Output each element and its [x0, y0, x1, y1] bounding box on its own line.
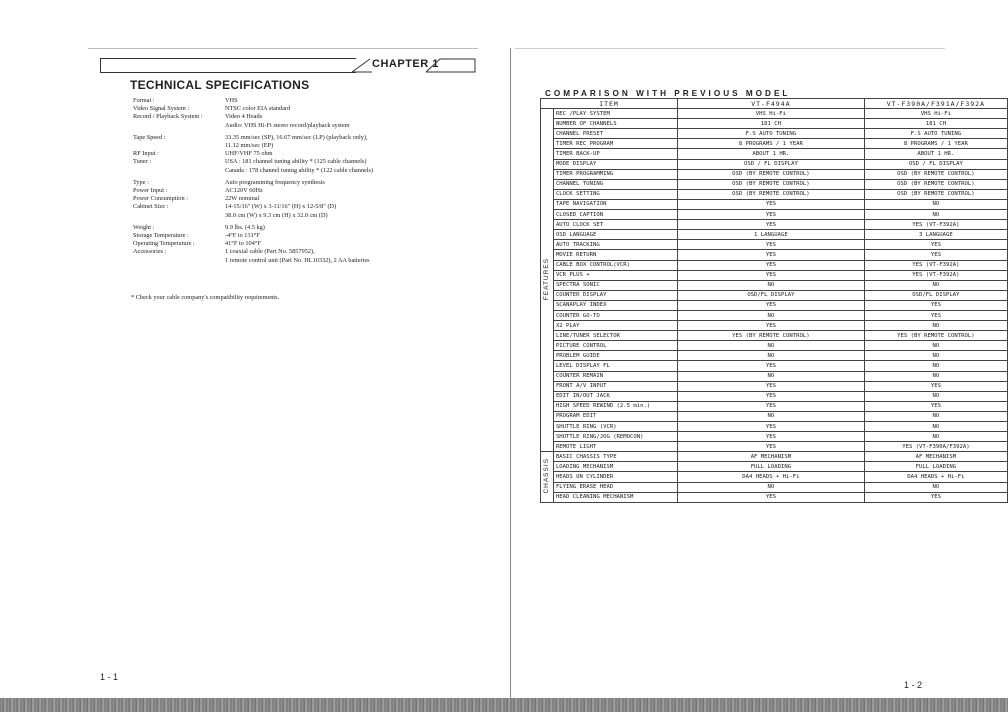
item-cell: BASIC CHASSIS TYPE	[553, 452, 677, 462]
group-cell	[541, 109, 554, 452]
spec-row	[133, 187, 433, 195]
table-row	[541, 401, 1008, 411]
spec-label: Accessories :	[133, 248, 167, 256]
item-cell: TIMER BACK-UP	[553, 149, 677, 159]
model-b-cell: YES	[864, 240, 1007, 250]
table-row	[541, 432, 1008, 442]
spec-label: Power Consumption :	[133, 195, 188, 203]
model-b-cell: YES	[864, 401, 1007, 411]
item-cell: TIMER PROGRAMMING	[553, 169, 677, 179]
spec-value: USA : 181 channel tuning ability * (125 cable channels)	[225, 158, 367, 166]
table-row	[541, 462, 1008, 472]
spec-row	[133, 240, 433, 248]
item-cell: HEAD CLEANING MECHANISM	[553, 492, 677, 502]
table-row	[541, 321, 1008, 331]
scan-edge-strip	[0, 698, 1008, 712]
chapter-slant-decoration	[352, 58, 372, 73]
table-row	[541, 119, 1008, 129]
model-a-cell: YES (BY REMOTE CONTROL)	[678, 331, 865, 341]
model-a-cell: 181 CH	[678, 119, 865, 129]
item-cell: LINE/TUNER SELECTOR	[553, 331, 677, 341]
item-cell: REC /PLAY SYSTEM	[553, 109, 677, 119]
table-row	[541, 270, 1008, 280]
model-a-cell: OSD/FL DISPLAY	[678, 290, 865, 300]
model-b-cell: NO	[864, 432, 1007, 442]
model-a-cell: YES	[678, 401, 865, 411]
model-a-cell: YES	[678, 300, 865, 310]
page-number-left: 1 - 1	[100, 672, 119, 682]
top-rule	[88, 48, 478, 49]
table-row	[541, 210, 1008, 220]
model-b-cell: FULL LOADING	[864, 462, 1007, 472]
spec-row	[133, 195, 433, 203]
item-cell: COUNTER GO-TO	[553, 310, 677, 320]
table-row	[541, 452, 1008, 462]
page-spine	[510, 48, 511, 708]
model-a-cell: NO	[678, 280, 865, 290]
spec-row	[133, 248, 433, 256]
model-b-cell: NO	[864, 341, 1007, 351]
model-a-cell: NO	[678, 310, 865, 320]
table-row	[541, 179, 1008, 189]
model-b-cell: NO	[864, 422, 1007, 432]
item-cell: CABLE BOX CONTROL(VCR)	[553, 260, 677, 270]
item-cell: VCR PLUS +	[553, 270, 677, 280]
model-b-cell: NO	[864, 199, 1007, 209]
spec-row	[133, 158, 433, 166]
spec-value: UHF/VHF 75 ohm	[225, 150, 273, 158]
spec-label: Video Signal System :	[133, 105, 190, 113]
model-a-cell: OSD (BY REMOTE CONTROL)	[678, 189, 865, 199]
spec-label: Power Input :	[133, 187, 168, 195]
page-title: TECHNICAL SPECIFICATIONS	[130, 78, 310, 92]
table-row	[541, 341, 1008, 351]
model-b-cell: YES	[864, 381, 1007, 391]
header-item: ITEM	[541, 99, 678, 109]
table-header-row	[541, 99, 1008, 109]
table-row	[541, 310, 1008, 320]
table-row	[541, 129, 1008, 139]
model-a-cell: 1 LANGUAGE	[678, 230, 865, 240]
spec-row	[133, 150, 433, 158]
item-cell: MODE DISPLAY	[553, 159, 677, 169]
model-a-cell: YES	[678, 260, 865, 270]
spec-label: Record / Playback System :	[133, 113, 203, 121]
item-cell: EDIT IN/OUT JACK	[553, 391, 677, 401]
item-cell: HIGH SPEED REWIND (2.5 min.)	[553, 401, 677, 411]
model-b-cell: YES (VT-F392A)	[864, 260, 1007, 270]
item-cell: X2 PLAY	[553, 321, 677, 331]
table-row	[541, 109, 1008, 119]
table-row	[541, 149, 1008, 159]
item-cell: CLOCK SETTING	[553, 189, 677, 199]
model-a-cell: YES	[678, 210, 865, 220]
table-row	[541, 240, 1008, 250]
table-row	[541, 280, 1008, 290]
spec-row: Canada : 178 channel tuning ability * (122 cable channels)	[225, 166, 374, 174]
model-b-cell: YES	[864, 492, 1007, 502]
spec-row: 38.0 cm (W) x 9.3 cm (H) x 32.0 cm (D)	[225, 211, 328, 219]
model-b-cell: NO	[864, 280, 1007, 290]
table-row	[541, 189, 1008, 199]
model-b-cell: YES (VT-F392A)	[864, 270, 1007, 280]
model-b-cell: NO	[864, 210, 1007, 220]
spec-value: 22W nominal	[225, 195, 260, 203]
comparison-table	[540, 98, 1008, 503]
model-b-cell: OSD (BY REMOTE CONTROL)	[864, 189, 1007, 199]
spec-value: VHS	[225, 97, 238, 104]
table-row	[541, 472, 1008, 482]
chapter-box	[100, 58, 356, 73]
table-row	[541, 482, 1008, 492]
model-b-cell: VHS Hi-Fi	[864, 109, 1007, 119]
header-model-a: VT-F494A	[678, 99, 865, 109]
table-row	[541, 391, 1008, 401]
spec-row: 11.12 mm/sec (EP)	[225, 142, 274, 150]
item-cell: LEVEL DISPLAY FL	[553, 361, 677, 371]
model-b-cell: F.S AUTO TUNING	[864, 129, 1007, 139]
model-b-cell: YES (VT-F390A/F392A)	[864, 442, 1007, 452]
model-b-cell: OSD (BY REMOTE CONTROL)	[864, 169, 1007, 179]
item-cell: CHANNEL TUNING	[553, 179, 677, 189]
spec-row	[133, 224, 433, 232]
group-label: CHASSIS	[542, 457, 550, 494]
model-a-cell: OSD / FL DISPLAY	[678, 159, 865, 169]
table-row	[541, 169, 1008, 179]
spec-value: NTSC color EIA standard	[225, 105, 291, 113]
model-a-cell: YES	[678, 220, 865, 230]
item-cell: COUNTER REMAIN	[553, 371, 677, 381]
item-cell: MOVIE RETURN	[553, 250, 677, 260]
model-a-cell: YES	[678, 361, 865, 371]
model-b-cell: YES	[864, 310, 1007, 320]
model-a-cell: OSD (BY REMOTE CONTROL)	[678, 169, 865, 179]
model-a-cell: DA4 HEADS + Hi-Fi	[678, 472, 865, 482]
model-b-cell: 181 CH	[864, 119, 1007, 129]
spec-value: AC120V 60Hz	[225, 187, 263, 195]
model-a-cell: YES	[678, 492, 865, 502]
model-b-cell: NO	[864, 361, 1007, 371]
model-b-cell: YES (VT-F392A)	[864, 220, 1007, 230]
table-row	[541, 199, 1008, 209]
model-a-cell: NO	[678, 341, 865, 351]
spec-value: 14-15/16" (W) x 3-11/16" (H) x 12-5/8" (D)	[225, 203, 337, 211]
item-cell: PICTURE CONTROL	[553, 341, 677, 351]
model-b-cell: YES	[864, 250, 1007, 260]
spec-label: Format :	[133, 97, 155, 104]
spec-row	[133, 232, 433, 240]
table-row	[541, 159, 1008, 169]
top-rule-right	[515, 48, 945, 49]
model-a-cell: NO	[678, 411, 865, 421]
spec-row: Audio: VHS Hi-Fi stereo record/playback system	[225, 121, 350, 129]
spec-label: Tape Speed :	[133, 133, 166, 141]
model-b-cell: NO	[864, 482, 1007, 492]
model-b-cell: OSD/FL DISPLAY	[864, 290, 1007, 300]
model-b-cell: YES	[864, 300, 1007, 310]
spec-value: 9.9 lbs. (4.5 kg)	[225, 223, 265, 231]
item-cell: PROGRAM EDIT	[553, 411, 677, 421]
spec-row: 1 remote control unit (Part No. HL10332), 2 AA batteries	[225, 256, 370, 264]
model-b-cell: NO	[864, 351, 1007, 361]
model-a-cell: NO	[678, 371, 865, 381]
model-b-cell: NO	[864, 391, 1007, 401]
footnote: * Check your cable company's compatibility requirements.	[131, 294, 280, 301]
table-row	[541, 371, 1008, 381]
item-cell: SPECTRA SONIC	[553, 280, 677, 290]
model-a-cell: YES	[678, 250, 865, 260]
spec-value: Auto programming frequency synthesis	[225, 178, 325, 186]
table-row	[541, 139, 1008, 149]
item-cell: TIMER REC PROGRAM	[553, 139, 677, 149]
spec-label: Storage Temperature :	[133, 232, 189, 240]
model-a-cell: VHS Hi-Fi	[678, 109, 865, 119]
item-cell: CHANNEL PRESET	[553, 129, 677, 139]
spec-value: Video 4 Heads	[225, 113, 263, 121]
spec-row	[133, 179, 433, 187]
model-a-cell: FULL LOADING	[678, 462, 865, 472]
model-b-cell: OSD / FL DISPLAY	[864, 159, 1007, 169]
table-row	[541, 361, 1008, 371]
model-a-cell: F.S AUTO TUNING	[678, 129, 865, 139]
model-a-cell: YES	[678, 199, 865, 209]
group-label: FEATURES	[542, 257, 550, 300]
table-row	[541, 411, 1008, 421]
spec-label: RF Input :	[133, 150, 159, 158]
item-cell: SCANAPLAY INDEX	[553, 300, 677, 310]
model-a-cell: YES	[678, 442, 865, 452]
table-row	[541, 381, 1008, 391]
item-cell: NUMBER OF CHANNELS	[553, 119, 677, 129]
model-a-cell: YES	[678, 391, 865, 401]
spec-label: Weight :	[133, 223, 155, 231]
item-cell: COUNTER DISPLAY	[553, 290, 677, 300]
chapter-tail-decoration	[424, 58, 476, 73]
spec-label: Operating Temperature :	[133, 240, 195, 248]
item-cell: LOADING MECHANISM	[553, 462, 677, 472]
chapter-label: CHAPTER 1	[372, 58, 439, 70]
model-b-cell: YES (BY REMOTE CONTROL)	[864, 331, 1007, 341]
spec-row	[133, 97, 433, 105]
table-row	[541, 331, 1008, 341]
model-a-cell: YES	[678, 240, 865, 250]
spec-label: Tuner :	[133, 158, 152, 166]
item-cell: SHUTTLE RING/JOG (REMOCON)	[553, 432, 677, 442]
model-a-cell: NO	[678, 482, 865, 492]
item-cell: FLYING ERASE HEAD	[553, 482, 677, 492]
table-row	[541, 290, 1008, 300]
model-b-cell: NO	[864, 411, 1007, 421]
table-row	[541, 422, 1008, 432]
model-b-cell: AF MECHANISM	[864, 452, 1007, 462]
model-b-cell: DA4 HEADS + Hi-Fi	[864, 472, 1007, 482]
spec-value: -4°F to 131°F	[225, 232, 260, 240]
model-a-cell: YES	[678, 422, 865, 432]
model-a-cell: ABOUT 1 HR.	[678, 149, 865, 159]
spec-label: Cabinet Size :	[133, 203, 169, 211]
model-b-cell: 3 LANGUAGE	[864, 230, 1007, 240]
spec-value: 41°F to 104°F	[225, 240, 261, 248]
spec-row	[133, 113, 433, 121]
spec-value: 1 coaxial cable (Part No. 5857952),	[225, 248, 315, 256]
model-a-cell: YES	[678, 270, 865, 280]
item-cell: TAPE NAVIGATION	[553, 199, 677, 209]
group-cell	[541, 452, 554, 502]
spec-row	[133, 134, 433, 142]
item-cell: FRONT A/V INPUT	[553, 381, 677, 391]
item-cell: CLOSED CAPTION	[553, 210, 677, 220]
table-row	[541, 260, 1008, 270]
spec-row	[133, 105, 433, 113]
item-cell: AUTO TRACKING	[553, 240, 677, 250]
table-row	[541, 250, 1008, 260]
table-row	[541, 220, 1008, 230]
model-a-cell: NO	[678, 351, 865, 361]
table-row	[541, 230, 1008, 240]
spec-value: 33.35 mm/sec (SP), 16.67 mm/sec (LP) (playback only),	[225, 133, 368, 141]
model-b-cell: 8 PROGRAMS / 1 YEAR	[864, 139, 1007, 149]
spec-label: Type :	[133, 178, 149, 186]
model-a-cell: YES	[678, 321, 865, 331]
table-row	[541, 492, 1008, 502]
comparison-title: COMPARISON WITH PREVIOUS MODEL	[545, 89, 791, 98]
item-cell: AUTO CLOCK SET	[553, 220, 677, 230]
spec-list	[133, 97, 433, 265]
model-a-cell: 8 PROGRAMS / 1 YEAR	[678, 139, 865, 149]
spec-row	[133, 203, 433, 211]
model-a-cell: YES	[678, 381, 865, 391]
header-model-b: VT-F390A/F391A/F392A	[864, 99, 1007, 109]
table-row	[541, 351, 1008, 361]
item-cell: SHUTTLE RING (VCR)	[553, 422, 677, 432]
item-cell: HEADS ON CYLINDER	[553, 472, 677, 482]
model-a-cell: AF MECHANISM	[678, 452, 865, 462]
page-number-right: 1 - 2	[904, 680, 923, 690]
model-b-cell: ABOUT 1 HR.	[864, 149, 1007, 159]
model-b-cell: OSD (BY REMOTE CONTROL)	[864, 179, 1007, 189]
item-cell: REMOTE LIGHT	[553, 442, 677, 452]
model-b-cell: NO	[864, 371, 1007, 381]
model-a-cell: OSD (BY REMOTE CONTROL)	[678, 179, 865, 189]
model-b-cell: NO	[864, 321, 1007, 331]
table-row	[541, 300, 1008, 310]
item-cell: PROBLEM GUIDE	[553, 351, 677, 361]
item-cell: OSD LANGUAGE	[553, 230, 677, 240]
model-a-cell: YES	[678, 432, 865, 442]
table-row	[541, 442, 1008, 452]
